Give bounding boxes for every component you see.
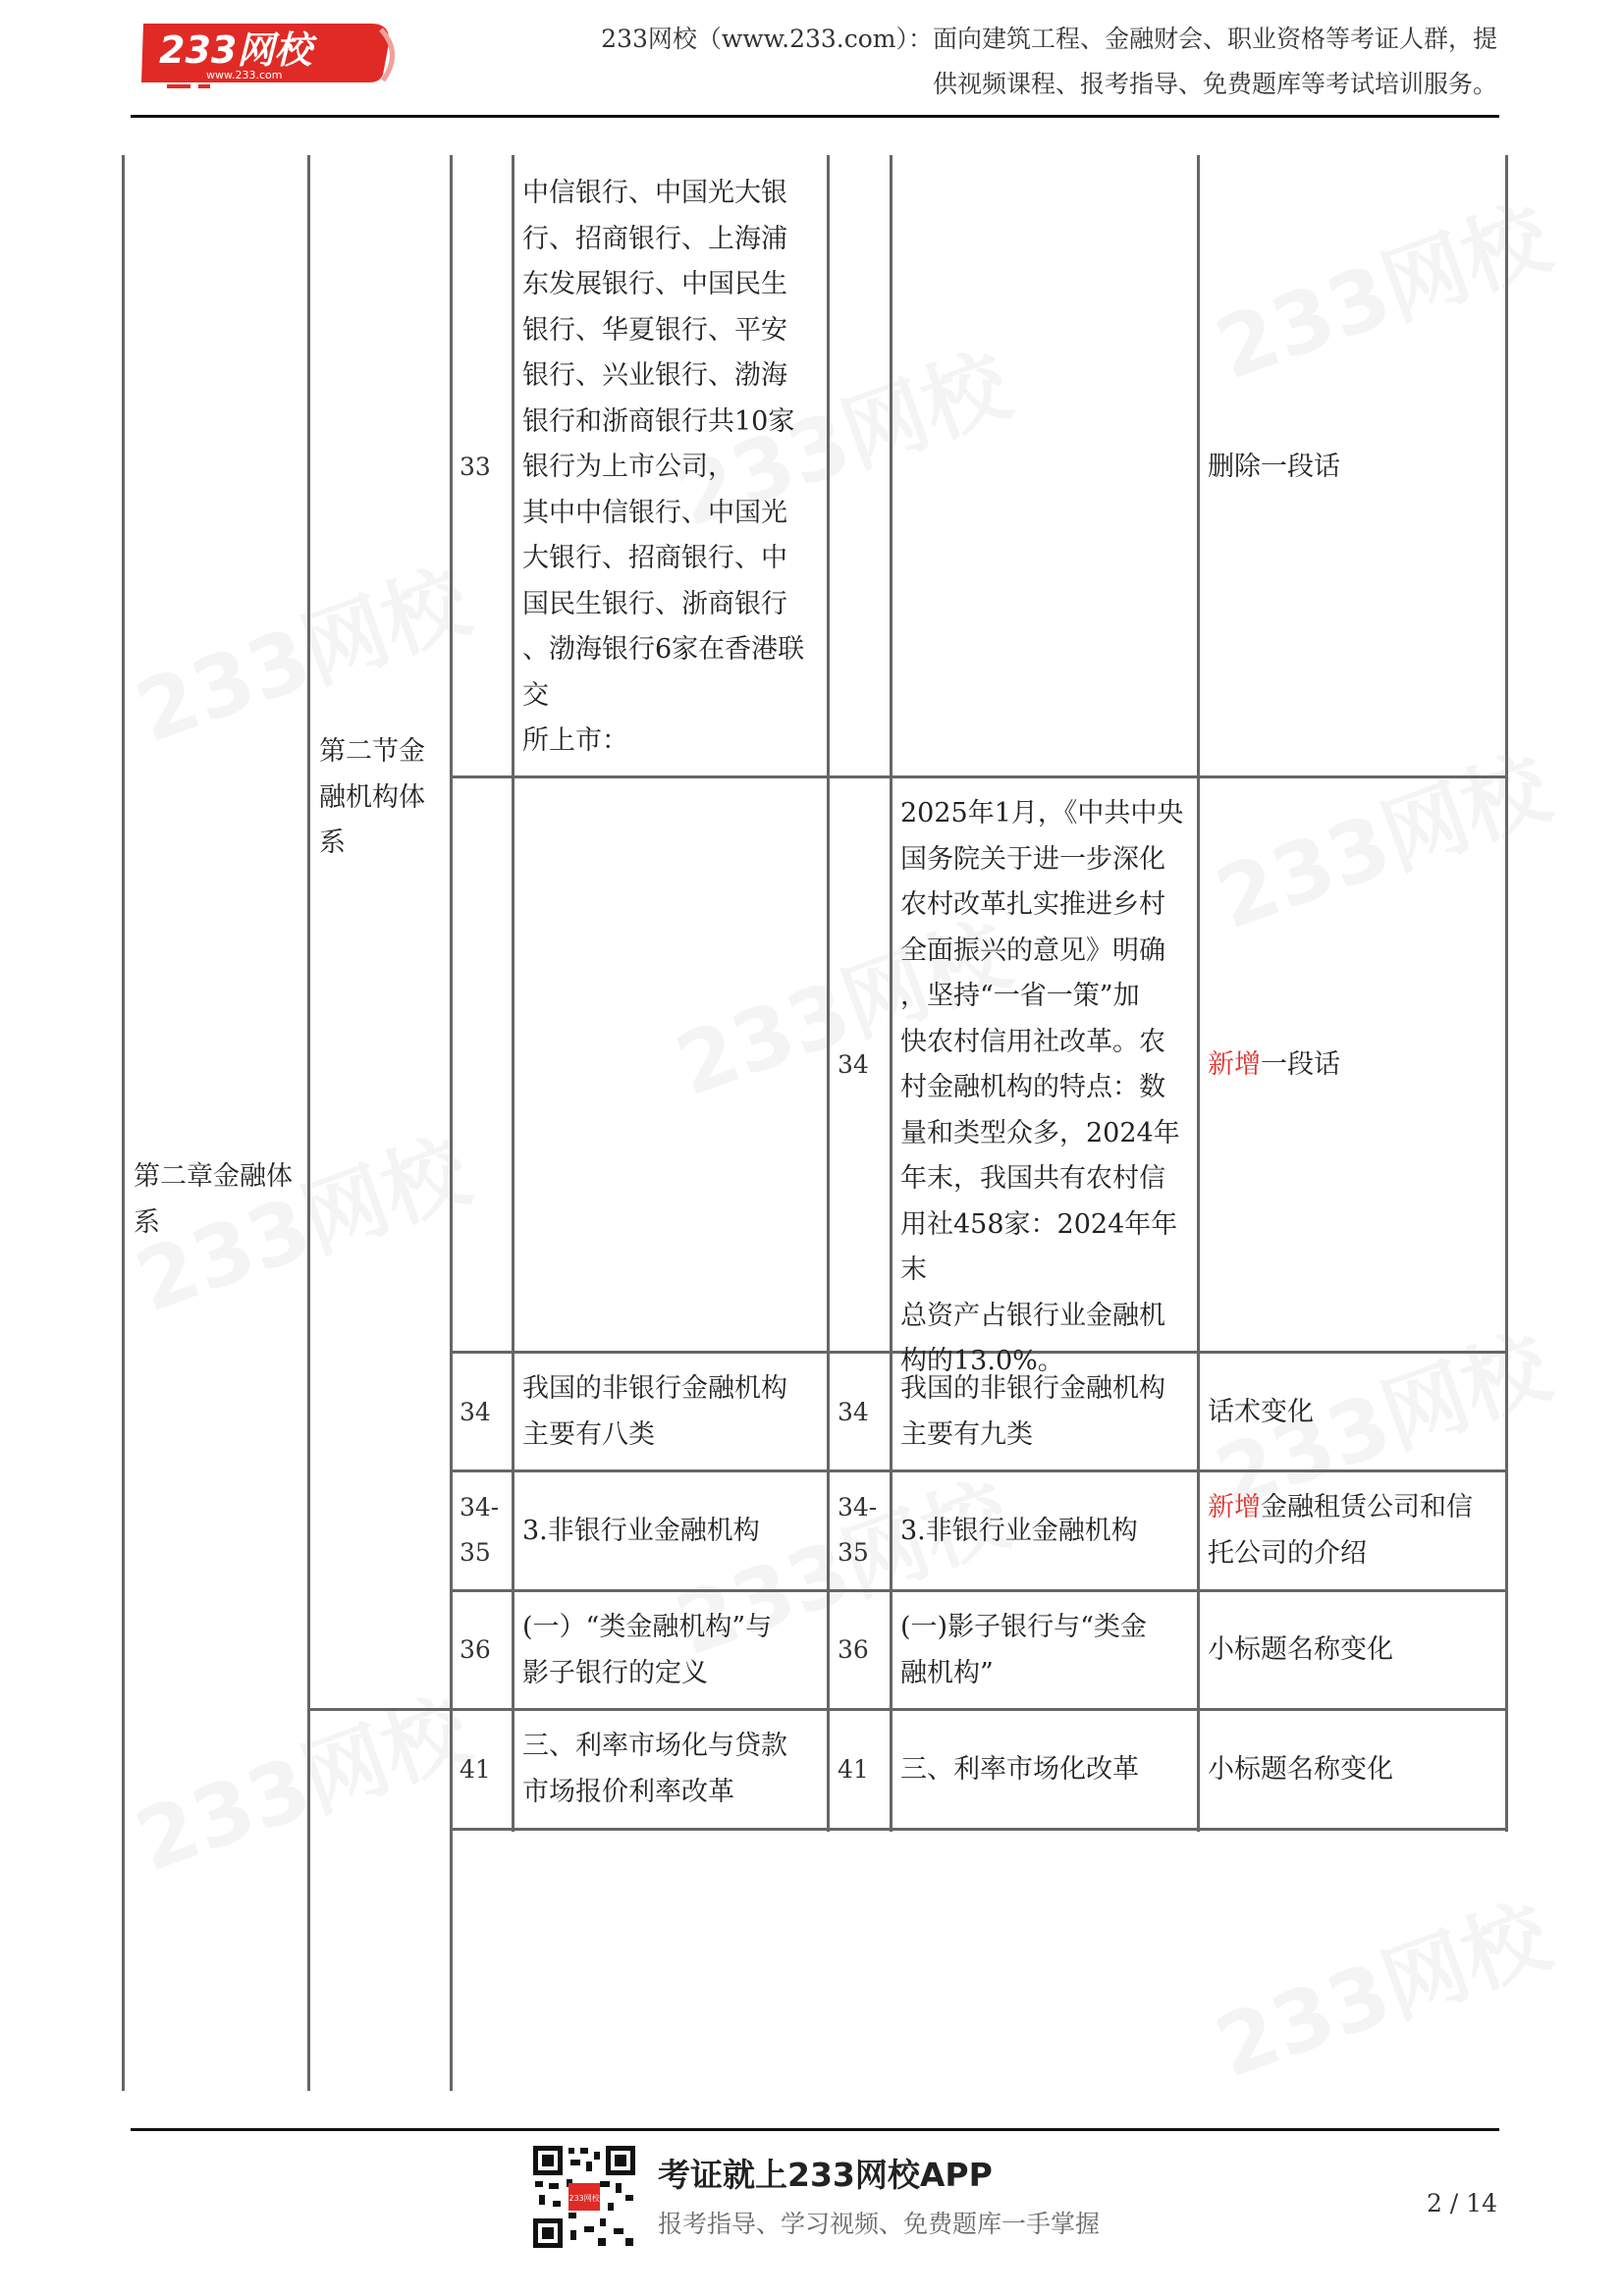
change-note-cell: 删除一段话 — [1208, 452, 1340, 482]
old-text-cell: 中信银行、中国光大银 行、招商银行、上海浦 东发展银行、中国民生 银行、华夏银行、平安 银行、兴业银行、渤海 银行和浙商银行共10家 银行为上市公司， 其中中信银行、中国光 大银行、招商银行、中 国民生银行、浙商银行 、渤海银行6家在香港联 交 所上市： — [522, 178, 805, 756]
header-tagline-line2: 供视频课程、报考指导、免费题库等考试培训服务。 — [932, 70, 1497, 98]
old-page-number: 33 — [460, 453, 491, 481]
new-text-cell: (一)影子银行与“类金 融机构” — [900, 1612, 1147, 1688]
table-border — [827, 155, 830, 1832]
new-text-cell: 3.非银行业金融机构 — [900, 1516, 1138, 1546]
qr-code — [531, 2144, 637, 2250]
old-text-cell: 我国的非银行金融机构 主要有八类 — [522, 1373, 787, 1450]
footer-subtitle: 报考指导、学习视频、免费题库一手掌握 — [658, 2210, 1101, 2238]
old-text-cell: 3.非银行业金融机构 — [522, 1516, 760, 1546]
table-border — [450, 1469, 1508, 1472]
new-page-number: 36 — [838, 1635, 869, 1664]
header-tagline-line1: 233网校（www.233.com）：面向建筑工程、金融财会、职业资格等考证人群，提 — [601, 25, 1497, 53]
table-border — [450, 155, 453, 2091]
watermark — [1197, 1869, 1563, 2102]
change-note-cell: 新增金融租赁公司和信 托公司的介绍 — [1208, 1492, 1473, 1569]
old-page-number: 34- 35 — [460, 1493, 500, 1567]
new-text-cell: 2025年1月，《中共中央 国务院关于进一步深化 农村改革扎实推进乡村 全面振兴的意见》明确 ，坚持“一省一策”加 快农村信用社改革。农 村金融机构的特点：数 量和类型众多，2024年 年末，我国共有农村信 用社458家：2024年年末 总资产占银行业金融机 构的13.0%。 — [900, 798, 1184, 1376]
header-divider — [131, 115, 1499, 118]
change-note-cell: 新增一段话 — [1208, 1049, 1340, 1080]
table-border — [307, 155, 310, 2091]
watermark — [117, 1663, 483, 1896]
watermark — [1197, 171, 1563, 403]
old-page-number: 34 — [460, 1398, 491, 1426]
new-page-number: 41 — [838, 1755, 869, 1784]
change-note-cell: 话术变化 — [1208, 1397, 1314, 1427]
new-text-cell: 我国的非银行金融机构 主要有九类 — [900, 1373, 1165, 1450]
table-border — [450, 1828, 1508, 1831]
table-border — [122, 155, 125, 2091]
table-border — [307, 1708, 1508, 1711]
table-border — [1197, 155, 1200, 1832]
change-note-cell: 小标题名称变化 — [1208, 1754, 1393, 1785]
old-text-cell: (一）“类金融机构”与 影子银行的定义 — [522, 1612, 773, 1688]
old-page-number: 36 — [460, 1635, 491, 1664]
qr-badge-text: 233网校 — [568, 2194, 600, 2203]
old-page-number: 41 — [460, 1755, 491, 1784]
logo — [137, 18, 403, 88]
table-border — [450, 1589, 1508, 1592]
footer-title: 考证就上233网校APP — [658, 2156, 993, 2194]
page-number: 2 / 14 — [1426, 2189, 1497, 2217]
watermark — [1197, 721, 1563, 953]
table-border — [890, 155, 893, 1832]
new-text-cell: 三、利率市场化改革 — [900, 1754, 1139, 1785]
new-page-number: 34 — [838, 1398, 869, 1426]
new-badge: 新增 — [1208, 1049, 1261, 1080]
new-page-number: 34- 35 — [838, 1493, 878, 1567]
new-page-number: 34 — [838, 1050, 869, 1079]
logo-text: 233网校 — [159, 28, 312, 72]
chapter-cell: 第二章金融体 系 — [134, 1161, 293, 1238]
table-border — [450, 775, 1508, 778]
footer-divider — [131, 2128, 1499, 2131]
new-badge: 新增 — [1208, 1492, 1261, 1522]
logo-subtext: www.233.com — [206, 69, 283, 81]
table-border — [1505, 155, 1508, 1832]
old-text-cell: 三、利率市场化与贷款 市场报价利率改革 — [522, 1731, 787, 1807]
section-cell: 第二节金 融机构体 系 — [319, 736, 425, 858]
table-border — [512, 155, 514, 1832]
change-note-cell: 小标题名称变化 — [1208, 1634, 1393, 1665]
